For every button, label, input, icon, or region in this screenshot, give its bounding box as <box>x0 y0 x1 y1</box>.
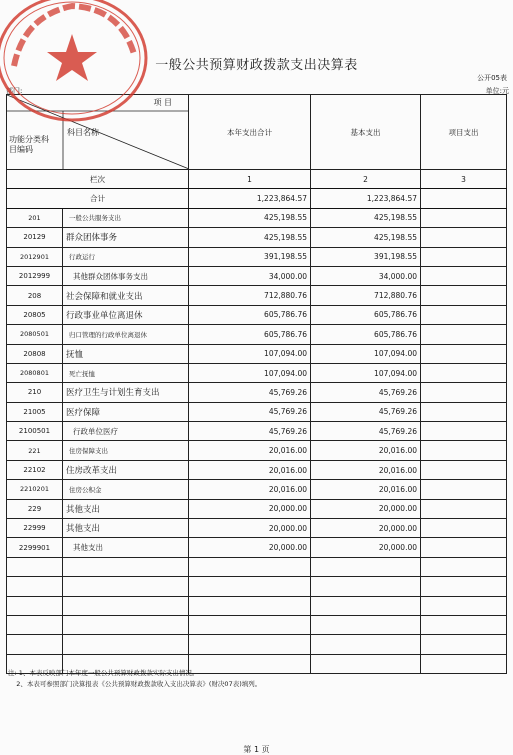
table-row <box>7 499 507 518</box>
subject-name-cell: 行政运行 <box>63 247 189 266</box>
seq-col-1: 1 <box>189 170 311 189</box>
basic-expenditure-cell: 20,000.00 <box>311 519 421 538</box>
project-expenditure-cell <box>421 325 507 344</box>
empty-cell <box>311 654 421 673</box>
project-expenditure-cell <box>421 383 507 402</box>
basic-expenditure-cell: 605,786.76 <box>311 305 421 324</box>
project-expenditure-cell <box>421 363 507 382</box>
total-expenditure-cell: 20,016.00 <box>189 480 311 499</box>
project-expenditure-cell <box>421 228 507 247</box>
total-expenditure-cell: 391,198.55 <box>189 247 311 266</box>
project-expenditure-cell <box>421 519 507 538</box>
total-expenditure-cell: 107,094.00 <box>189 344 311 363</box>
project-expenditure-cell <box>421 538 507 557</box>
empty-cell <box>189 557 311 576</box>
subject-name-cell: 医疗保障 <box>63 402 189 421</box>
function-code-cell: 22102 <box>7 460 63 479</box>
empty-row <box>7 615 507 634</box>
basic-expenditure-cell: 425,198.55 <box>311 208 421 227</box>
subject-name-cell: 社会保障和就业支出 <box>63 286 189 305</box>
total-row <box>7 189 507 208</box>
subject-name-cell: 群众团体事务 <box>63 228 189 247</box>
basic-expenditure-cell: 20,016.00 <box>311 480 421 499</box>
function-code-cell: 2299901 <box>7 538 63 557</box>
subject-name-cell: 其他支出 <box>63 519 189 538</box>
table-row <box>7 363 507 382</box>
empty-cell <box>311 577 421 596</box>
official-seal-icon <box>0 0 164 136</box>
empty-row <box>7 596 507 615</box>
header-project: 项 目 <box>153 98 172 107</box>
table-row <box>7 286 507 305</box>
empty-cell <box>311 635 421 654</box>
unit-label: 单位:元 <box>485 87 509 95</box>
function-code-cell: 22999 <box>7 519 63 538</box>
empty-cell <box>7 577 63 596</box>
form-code: 公开05表 <box>477 74 507 82</box>
basic-expenditure-cell: 605,786.76 <box>311 325 421 344</box>
header-col-project: 项目支出 <box>421 95 507 170</box>
table-row <box>7 441 507 460</box>
empty-row <box>7 635 507 654</box>
table-row <box>7 538 507 557</box>
empty-cell <box>189 577 311 596</box>
page-footer: 第 1 页 <box>243 745 270 754</box>
function-code-cell: 20805 <box>7 305 63 324</box>
empty-cell <box>421 577 507 596</box>
header-subject-name: 科目名称 <box>67 128 99 137</box>
total-expenditure-cell: 605,786.76 <box>189 305 311 324</box>
total-expenditure-cell: 20,000.00 <box>189 519 311 538</box>
note-1: 注: 1、本表反映部门本年度一般公共预算财政拨款实际支出情况。 <box>8 669 199 677</box>
total-expenditure-cell: 605,786.76 <box>189 325 311 344</box>
table-row <box>7 480 507 499</box>
project-expenditure-cell <box>421 266 507 285</box>
empty-cell <box>7 635 63 654</box>
empty-cell <box>7 596 63 615</box>
function-code-cell: 2012901 <box>7 247 63 266</box>
project-expenditure-cell <box>421 441 507 460</box>
project-expenditure-cell <box>421 344 507 363</box>
basic-expenditure-cell: 20,016.00 <box>311 460 421 479</box>
empty-cell <box>421 635 507 654</box>
table-row <box>7 422 507 441</box>
subject-name-cell: 住房保障支出 <box>63 441 189 460</box>
subject-name-cell: 行政事业单位离退休 <box>63 305 189 324</box>
empty-cell <box>311 596 421 615</box>
empty-cell <box>63 615 189 634</box>
function-code-cell: 2080501 <box>7 325 63 344</box>
table-row <box>7 344 507 363</box>
department-label: 部门: <box>6 87 23 95</box>
seq-label: 栏次 <box>7 170 189 189</box>
subject-name-cell: 其他支出 <box>63 538 189 557</box>
basic-expenditure-cell: 107,094.00 <box>311 363 421 382</box>
total-expenditure-cell: 20,000.00 <box>189 538 311 557</box>
function-code-cell: 229 <box>7 499 63 518</box>
subject-name-cell: 抚恤 <box>63 344 189 363</box>
basic-expenditure-cell: 45,769.26 <box>311 402 421 421</box>
empty-cell <box>311 557 421 576</box>
project-expenditure-cell <box>421 460 507 479</box>
basic-expenditure-cell: 391,198.55 <box>311 247 421 266</box>
total-label: 合计 <box>7 189 189 208</box>
subject-name-cell: 住房公积金 <box>63 480 189 499</box>
empty-row <box>7 557 507 576</box>
function-code-cell: 2080801 <box>7 363 63 382</box>
table-row <box>7 460 507 479</box>
function-code-cell: 21005 <box>7 402 63 421</box>
total-value: 1,223,864.57 <box>189 189 311 208</box>
basic-expenditure-cell: 107,094.00 <box>311 344 421 363</box>
total-expenditure-cell: 107,094.00 <box>189 363 311 382</box>
expenditure-table <box>6 94 507 674</box>
empty-cell <box>311 615 421 634</box>
project-expenditure-cell <box>421 247 507 266</box>
table-row <box>7 383 507 402</box>
subject-name-cell: 死亡抚恤 <box>63 363 189 382</box>
subject-name-cell: 一般公共服务支出 <box>63 208 189 227</box>
total-expenditure-cell: 425,198.55 <box>189 228 311 247</box>
function-code-cell: 2210201 <box>7 480 63 499</box>
empty-cell <box>421 557 507 576</box>
total-expenditure-cell: 34,000.00 <box>189 266 311 285</box>
subject-name-cell: 其他支出 <box>63 499 189 518</box>
basic-expenditure-cell: 20,000.00 <box>311 499 421 518</box>
total-expenditure-cell: 45,769.26 <box>189 422 311 441</box>
function-code-cell: 2100501 <box>7 422 63 441</box>
empty-cell <box>189 596 311 615</box>
table-row <box>7 208 507 227</box>
note-2: 2、本表可参照部门决算报表《公共预算财政拨款收入支出决算表》(财决07表)填列。 <box>8 680 262 688</box>
project-expenditure-cell <box>421 286 507 305</box>
seq-col-3: 3 <box>421 170 507 189</box>
basic-expenditure-cell: 712,880.76 <box>311 286 421 305</box>
empty-cell <box>421 654 507 673</box>
empty-cell <box>7 557 63 576</box>
basic-expenditure-cell: 20,000.00 <box>311 538 421 557</box>
subject-name-cell: 其他群众团体事务支出 <box>63 266 189 285</box>
empty-cell <box>7 615 63 634</box>
seq-col-2: 2 <box>311 170 421 189</box>
subject-name-cell: 住房改革支出 <box>63 460 189 479</box>
total-expenditure-cell: 20,016.00 <box>189 441 311 460</box>
empty-cell <box>421 596 507 615</box>
subject-name-cell: 归口管理的行政单位离退休 <box>63 325 189 344</box>
subject-name-cell: 医疗卫生与计划生育支出 <box>63 383 189 402</box>
empty-cell <box>189 635 311 654</box>
total-expenditure-cell: 20,000.00 <box>189 499 311 518</box>
table-row <box>7 325 507 344</box>
empty-cell <box>63 557 189 576</box>
basic-expenditure-cell: 20,016.00 <box>311 441 421 460</box>
table-row <box>7 228 507 247</box>
function-code-cell: 2012999 <box>7 266 63 285</box>
seq-row <box>7 170 507 189</box>
function-code-cell: 208 <box>7 286 63 305</box>
page-title: 一般公共预算财政拨款支出决算表 <box>155 58 358 73</box>
expenditure-table-wrapper <box>6 94 506 664</box>
header-col-basic: 基本支出 <box>311 95 421 170</box>
header-func-code: 功能分类科 目编码 <box>9 135 49 154</box>
function-code-cell: 20808 <box>7 344 63 363</box>
basic-expenditure-cell: 45,769.26 <box>311 383 421 402</box>
project-expenditure-cell <box>421 480 507 499</box>
empty-cell <box>421 615 507 634</box>
basic-expenditure-cell: 34,000.00 <box>311 266 421 285</box>
table-row <box>7 247 507 266</box>
table-row <box>7 402 507 421</box>
subject-name-cell: 行政单位医疗 <box>63 422 189 441</box>
empty-row <box>7 577 507 596</box>
total-expenditure-cell: 45,769.26 <box>189 383 311 402</box>
basic-expenditure-cell: 425,198.55 <box>311 228 421 247</box>
total-expenditure-cell: 20,016.00 <box>189 460 311 479</box>
total-project <box>421 189 507 208</box>
function-code-cell: 221 <box>7 441 63 460</box>
empty-cell <box>189 615 311 634</box>
total-expenditure-cell: 425,198.55 <box>189 208 311 227</box>
empty-cell <box>63 596 189 615</box>
project-expenditure-cell <box>421 208 507 227</box>
total-expenditure-cell: 712,880.76 <box>189 286 311 305</box>
basic-expenditure-cell: 45,769.26 <box>311 422 421 441</box>
function-code-cell: 20129 <box>7 228 63 247</box>
notes <box>8 668 261 690</box>
function-code-cell: 201 <box>7 208 63 227</box>
project-expenditure-cell <box>421 305 507 324</box>
table-row <box>7 305 507 324</box>
empty-cell <box>63 577 189 596</box>
header-col-total: 本年支出合计 <box>189 95 311 170</box>
total-expenditure-cell: 45,769.26 <box>189 402 311 421</box>
function-code-cell: 210 <box>7 383 63 402</box>
empty-cell <box>63 635 189 654</box>
table-row <box>7 266 507 285</box>
project-expenditure-cell <box>421 499 507 518</box>
table-row <box>7 519 507 538</box>
project-expenditure-cell <box>421 422 507 441</box>
total-basic: 1,223,864.57 <box>311 189 421 208</box>
project-expenditure-cell <box>421 402 507 421</box>
